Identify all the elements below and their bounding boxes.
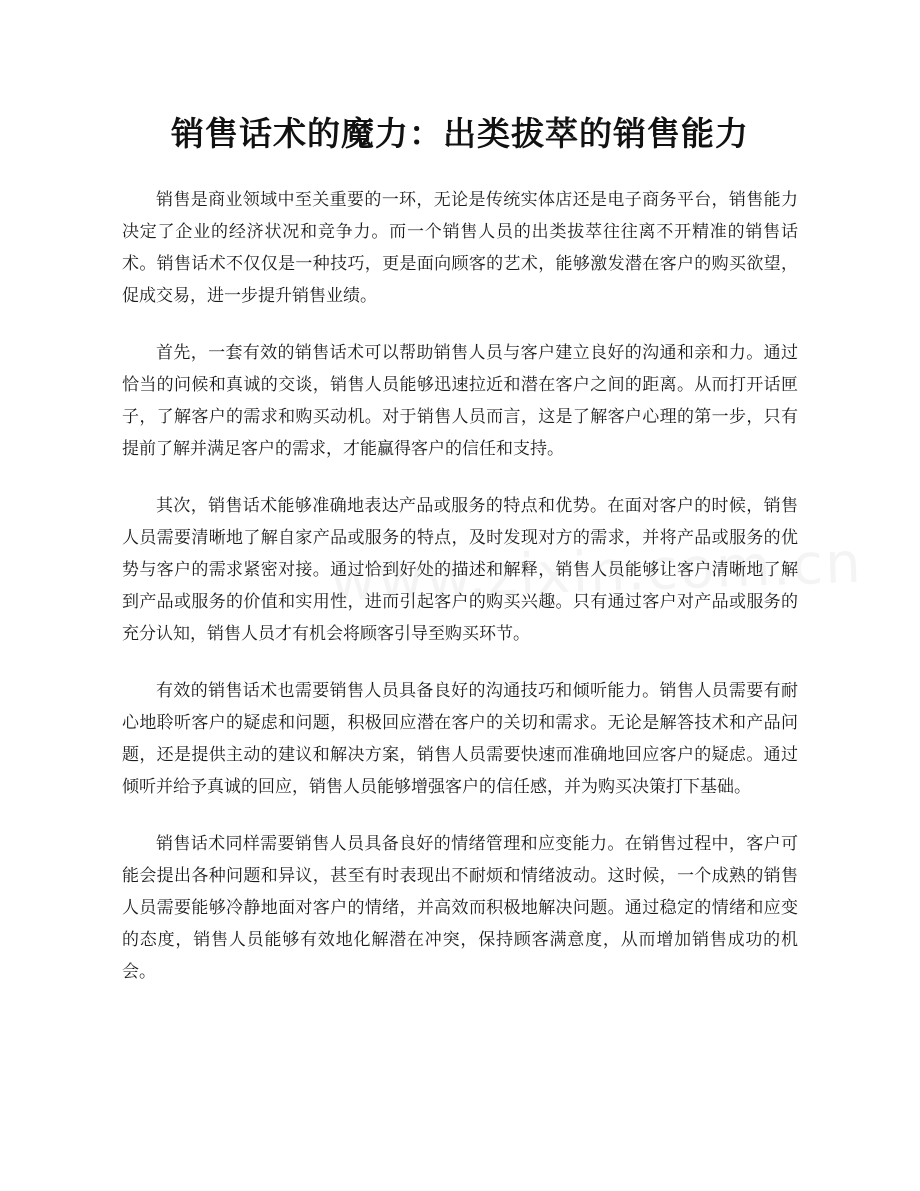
paragraph-4: 有效的销售话术也需要销售人员具备良好的沟通技巧和倾听能力。销售人员需要有耐心地聆听客户的疑虑和问题，积极回应潜在客户的关切和需求。无论是解答技术和产品问题，还是提供主动的建议和解决方案，销售人员需要快速而准确地回应客户的疑虑。通过倾听并给予真诚的回应，销售人员能够增强客户的信任感，并为购买决策打下基础。 [122,681,798,797]
paragraph-3: 其次，销售话术能够准确地表达产品或服务的特点和优势。在面对客户的时候，销售人员需要清晰地了解自家产品或服务的特点，及时发现对方的需求，并将产品或服务的优势与客户的需求紧密对接。通过恰到好处的描述和解释，销售人员能够让客户清晰地了解到产品或服务的价值和实用性，进而引起客户的购买兴趣。只有通过客户对产品或服务的充分认知，销售人员才有机会将顾客引导至购买环节。 [122,496,798,644]
paragraph-2: 首先，一套有效的销售话术可以帮助销售人员与客户建立良好的沟通和亲和力。通过恰当的问候和真诚的交谈，销售人员能够迅速拉近和潜在客户之间的距离。从而打开话匣子，了解客户的需求和购买动机。对于销售人员而言，这是了解客户心理的第一步，只有提前了解并满足客户的需求，才能赢得客户的信任和支持。 [122,343,798,459]
document-body [122,184,798,1013]
document-title: 销售话术的魔力：出类拔萃的销售能力 [171,114,749,153]
paragraph-1: 销售是商业领域中至关重要的一环，无论是传统实体店还是电子商务平台，销售能力决定了企业的经济状况和竞争力。而一个销售人员的出类拔萃往往离不开精准的销售话术。销售话术不仅仅是一种技巧，更是面向顾客的艺术，能够激发潜在客户的购买欲望，促成交易，进一步提升销售业绩。 [122,190,798,306]
paragraph-5: 销售话术同样需要销售人员具备良好的情绪管理和应变能力。在销售过程中，客户可能会提出各种问题和异议，甚至有时表现出不耐烦和情绪波动。这时候，一个成熟的销售人员需要能够冷静地面对客户的情绪，并高效而积极地解决问题。通过稳定的情绪和应变的态度，销售人员能够有效地化解潜在冲突，保持顾客满意度，从而增加销售成功的机会。 [122,834,798,982]
